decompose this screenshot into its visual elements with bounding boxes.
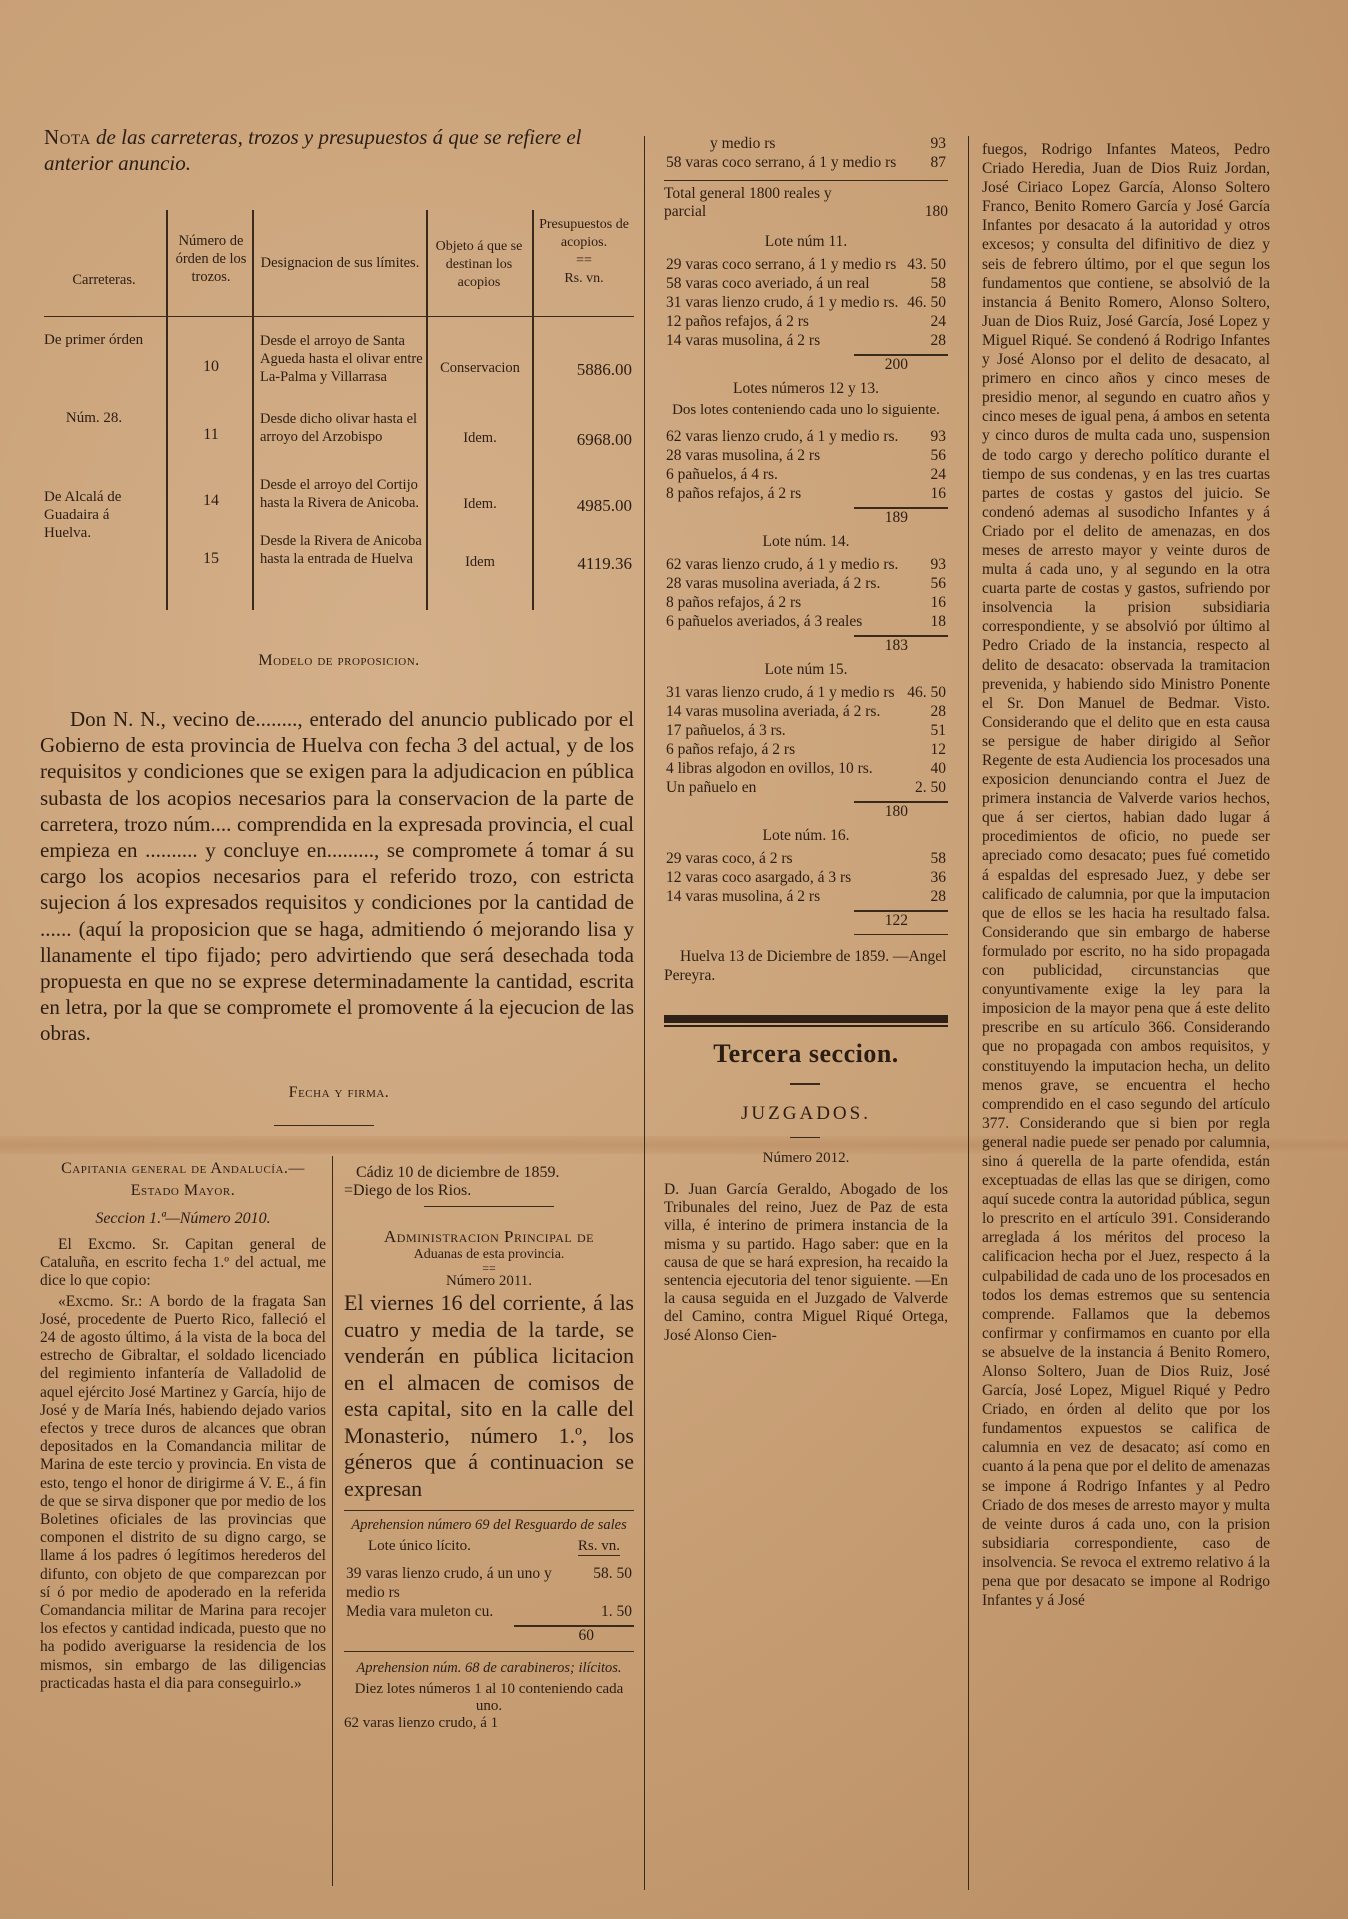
- road-label-num: Núm. 28.: [65, 410, 123, 426]
- nota-title: Nota de las carreteras, trozos y presupuestos á que se refiere el anterior anuncio.: [44, 125, 582, 175]
- col-divider: [166, 210, 168, 610]
- juzgados-body: D. Juan García Geraldo, Abogado de los Tribunales del reino, Juez de Paz de esta villa, é interino de primera instancia de la misma y su partido. Hago saber: que en la causa de que se hará expresion, ha recaido la sentencia ejecutoria del tenor siguiente. —En la causa seguida en el Juzgado de Valverde del Camino, contra Miguel Riqué Ortega, José Alonso Cien-: [664, 1181, 948, 1344]
- col-divider: [332, 1156, 333, 1886]
- aduanas-body: El viernes 16 del corriente, á las cuatro y media de la tarde, se venderán en pública licitacion en el almacen de comisos de esta capital, sito en la calle del Monasterio, número 1.º, los géneros que á continuacion se expresan: [344, 1290, 634, 1501]
- col-divider: [644, 136, 645, 1890]
- aprehension-69-items: [344, 1564, 634, 1621]
- header-carreteras: Carreteras.: [72, 272, 136, 288]
- huelva-firma: Huelva 13 de Diciembre de 1859. —Angel Pereyra.: [664, 948, 947, 984]
- ultima-linea: 62 varas lienzo crudo, á 1: [344, 1715, 499, 1731]
- table-row: 31 varas lienzo crudo, á 1 y medio rs. 46. 50: [666, 294, 946, 311]
- road-label-primer-orden: De primer órden: [44, 332, 144, 348]
- table-row: 6 pañuelos averiados, á 3 reales 18: [666, 613, 946, 630]
- lote-16-items: [664, 849, 948, 906]
- table-row: Un pañuelo en 2. 50: [666, 779, 946, 796]
- lote-14-total: 183: [854, 635, 948, 655]
- table-row: 28 varas musolina, á 2 rs 56: [666, 447, 946, 464]
- lotes-12-13-intro: Dos lotes conteniendo cada uno lo siguiente.: [672, 402, 940, 418]
- table-row: 31 varas lienzo crudo, á 1 y medio rs 46. 50: [666, 684, 946, 701]
- cadiz-line2: =Diego de los Rios.: [344, 1182, 472, 1199]
- lote-11-items: [664, 255, 948, 350]
- header-presupuestos: Presupuestos de acopios. == Rs. vn.: [539, 217, 629, 286]
- lotes-12-13-items: [664, 427, 948, 503]
- table-row: 58 varas coco serrano, á 1 y medio rs 87: [666, 154, 946, 171]
- table-row: 29 varas coco, á 2 rs 58: [666, 850, 946, 867]
- col-divider: [532, 210, 534, 610]
- lote-16-total: 122: [854, 910, 948, 930]
- total-general: Total general 1800 reales y parcial: [664, 185, 832, 220]
- table-row: 14 varas musolina averiada, á 2 rs. 28: [666, 703, 946, 720]
- header-numero: Número de órden de los trozos.: [175, 233, 247, 285]
- lote-15-title: Lote núm 15.: [764, 661, 848, 678]
- lote-14-items: [664, 555, 948, 631]
- table-row: 8 paños refajos, á 2 rs 16: [666, 594, 946, 611]
- modelo-body: Don N. N., vecino de........, enterado del anuncio publicado por el Gobierno de esta provincia de Huelva con fecha 3 del actual, y de los requisitos y condiciones que se exigen para la adjudicacion en pública subasta de los acopios necesarios para la conservacion de la parte de carretera, trozo núm.... comprendida en la expresada provincia, el cual empieza en .......... y concluye en........., se compromete á tomar á su cargo los acopios necesarios para el referido trozo, con estricta sujecion á los expresados requisitos y condiciones por la cantidad de ...... (aquí la proposicion que se haga, admitiendo ó mejorando lisa y llanamente el tipo fijado; pero advirtiendo que será desechada toda propuesta en que no se exprese determinadamente la cantidad, escrita en letra, por la que se compromete el promovente á la ejecucion de las obras.: [40, 707, 634, 1046]
- rs-vn: Rs. vn.: [577, 1538, 620, 1554]
- header-rule: [44, 316, 634, 317]
- lote-15-items: [664, 683, 948, 797]
- table-row: 8 paños refajos, á 2 rs 16: [666, 485, 946, 502]
- table-row: 62 varas lienzo crudo, á 1 y medio rs. 93: [666, 428, 946, 445]
- lote-unico: Lote único lícito.: [368, 1538, 471, 1554]
- aprehension-69: Aprehension número 69 del Resguardo de sales: [351, 1517, 627, 1533]
- capitania-section: [40, 1158, 326, 1695]
- col-divider: [252, 210, 254, 610]
- aduanas-numero: Número 2011.: [445, 1273, 533, 1289]
- aduanas-section: Cádiz 10 de diciembre de 1859. =Diego de los Rios. Administracion Principal de Aduanas de esta provincia. == Número 2011. El viernes 16 del corriente, á las cuatro y media de la tarde, se venderán en pública licitacion en el almacen de comisos de esta capital, sito en la calle del Monasterio, número 1.º, los géneros que á continuacion se expresan Aprehension número 69 del Resguardo de sales Lote único lícito. Rs. vn. 39 varas lienzo crudo, á un uno y medio rs 58. 50 Media vara muleton cu. 1. 50 60 Aprehension núm. 68 de carabineros; ilícitos. Diez lotes números 1 al 10 conteniendo cada uno. 62 varas lienzo crudo, á 1: [344, 1164, 634, 1731]
- col-divider: [968, 136, 969, 1890]
- table-row: 39 varas lienzo crudo, á un uno y medio rs 58. 50: [346, 1565, 632, 1601]
- section-rule-thin: [664, 1025, 948, 1027]
- aprehension-69-total: 60: [514, 1625, 634, 1645]
- table-row: 14 varas musolina, á 2 rs 28: [666, 332, 946, 349]
- table-row: 12 paños refajos, á 2 rs 24: [666, 313, 946, 330]
- table-row: 62 varas lienzo crudo, á 1 y medio rs. 93: [666, 556, 946, 573]
- cadiz-line1: Cádiz 10 de diciembre de 1859.: [356, 1164, 560, 1181]
- lote-11-title: Lote núm 11.: [764, 233, 848, 250]
- sentencia-body: fuegos, Rodrigo Infantes Mateos, Pedro Criado Heredia, Juan de Dios Ruiz Jordan, José Ciriaco Lopez García, Alonso Soltero Franco, Benito Romero García y José García Infantes por desacato á la autoridad y otros excesos; y consulta del difinitivo de diez y seis de febrero último, por el que segun los fundamentos que contiene, se absolvió de la instancia á Benito Romero, Alonso Soltero, Juan de Dios Ruiz, José García, José Lopez y Miguel Riqué. Se condenó á Rodrigo Infantes y José Alonso por el delito de desacato, al primero en cinco años y cinco meses de presidio menor, al segundo en cuatro años y cinco meses de igual pena, á ambos en setenta y cinco duros de multa cada uno, suspension de todo cargo y derecho político durante el tiempo de sus condenas, y en las tres cuartas partes de costas y gastos del juicio. Se condenó ademas al susodicho Infantes y á Criado por el delito de amenazas, en dos meses de arresto mayor y veinte duros de multa á cada uno, y al segundo en la otra cuarta parte de costas y gastos, sufriendo por insolvencia la prision subsidiaria correspondiente, y se absolvió por último al Pedro Criado de la instancia, respecto al delito de desacato: observada la tramitacion prevenida, y habiendo sido Ministro Ponente el Sr. Don Manuel de Bedmar. Visto. Considerando que el delito que en esta causa se persigue de haber dirigido al Señor Regente de esta Audiencia los procesados una exposicion denunciando contra el Juez de primera instancia de Valverde varios hechos, que á ser ciertos, habian dado lugar á procedimientos de oficio, no puede ser apreciado como desacato; pues fué cometido á espaldas del espresado Juez, y debe ser calificado de calumnia, por que la imputacion que de ellos se les hacia ha resultado falsa. Considerando que sin embargo de haberse formulado por escrito, no ha sido propagada con publicidad, circunstancias que conyuntivamente exige la ley para la imposicion de la mayor pena que á este delito prescribe en su artículo 366. Considerando que no propagada con ambos requisitos, y constituyendo la imputacion hecha, un delito menos grave, se encuentra el hecho comprendido en el caso segundo del artículo 377. Considerando que si bien por regla general nadie puede ser penado por calumnia, sino á querella de la parte ofendida, están exceptuadas de ellas las que se dirigen, como aquí sucede contra la autoridad pública, segun lo prescrito en el artículo 391. Considerando arreglada á los méritos del proceso la calificacion hecha por el Juez, respecto á la culpabilidad de cada uno de los procesados en todos los demas estremos que su sentencia comprende. Fallamos que la debemos confirmar y confirmamos en cuanto por ella se absuelve de la instancia á Benito Romero, Alonso Soltero, Juan de Dios Ruiz, José García, José Lopez, Miguel Riqué y Pedro Criado, en órden al delito que por los fundamentos expuestos se califica de calumnia en vez de desacato; así como en cuanto á la pena que por el delito de amenazas se impone á Rodrigo Infantes y al Pedro Criado de dos meses de arresto mayor y multa de veinte duros á cada uno, con la prision subsidiaria correspondiente, caso de insolvencia. Se revoca el extremo relativo á la pena que por desacato se impone al Rodrigo Infantes y á José: [982, 141, 1270, 1610]
- capitania-body: El Excmo. Sr. Capitan general de Cataluña, en escrito fecha 1.º del actual, me dice lo que copio: «Excmo. Sr.: A bordo de la fragata San José, procedente de Puerto Rico, falleció el 24 de agosto último, á la vista de la boca del estrecho de Gibraltar, el soldado licenciado del regimiento infantería de Valladolid de aquel ejército José Martinez y García, hijo de José y de María Inés, habiendo dejado varios efectos y trece duros de alcances que obran depositados en la Comandancia militar de Marina de este tercio y provincia. En vista de esto, tengo el honor de dirigirme á V. E., á fin de que se sirva disponer que por medio de los Boletines oficiales de las provincias que componen el distrito de su digno cargo, se llame á los padres ó legítimos herederos del difunto, con objeto de que comparezcan por sí ó por medio de apoderado en la referida Comandancia militar de Marina para recojer los efectos y cantidad indicada, puesto que no ha podido averiguarse la residencia de los mismos, sin embargo de las diligencias practicadas hasta el dia para conseguirlo.»: [40, 1236, 326, 1692]
- table-row: 12 varas coco asargado, á 3 rs 36: [666, 869, 946, 886]
- lote-14-title: Lote núm. 14.: [762, 533, 850, 550]
- lote-16-title: Lote núm. 16.: [762, 827, 850, 844]
- table-row: 58 varas coco averiado, á un real 58: [666, 275, 946, 292]
- capitania-title: Capitania general de Andalucía.—Estado Mayor.: [61, 1160, 305, 1199]
- fecha-firma: Fecha y firma.: [288, 1084, 390, 1101]
- lotes-12-13-total: 189: [854, 507, 948, 527]
- lotes-12-13-title: Lotes números 12 y 13.: [733, 380, 879, 397]
- road-label-alcala: De Alcalá de Guadaira á Huelva.: [44, 489, 122, 541]
- lote-15-total: 180: [854, 801, 948, 821]
- aprehension-68: Aprehension núm. 68 de carabineros; ilícitos.: [356, 1660, 622, 1676]
- aduanas-title: Administracion Principal de: [384, 1227, 594, 1246]
- separator-rule: [274, 1125, 374, 1126]
- modelo-title: Modelo de proposicion.: [258, 652, 420, 669]
- top-items: [664, 134, 948, 172]
- table-row: 6 pañuelos, á 4 rs. 24: [666, 466, 946, 483]
- aduanas-subtitle: Aduanas de esta provincia.: [413, 1247, 565, 1262]
- col-divider: [426, 210, 428, 610]
- diez-lotes: Diez lotes números 1 al 10 conteniendo cada uno.: [354, 1681, 624, 1714]
- table-row: 28 varas musolina averiada, á 2 rs. 56: [666, 575, 946, 592]
- table-row: 6 paños refajo, á 2 rs 12: [666, 741, 946, 758]
- table-row: 14 varas musolina, á 2 rs 28: [666, 888, 946, 905]
- juzgados-title: JUZGADOS.: [741, 1103, 871, 1124]
- separator-rule: [424, 1206, 554, 1207]
- header-objeto: Objeto á que se destinan los acopios: [435, 239, 523, 290]
- table-row: 29 varas coco serrano, á 1 y medio rs 43. 50: [666, 256, 946, 273]
- numero-2012: Número 2012.: [762, 1150, 850, 1166]
- section-rule-thick: [664, 1015, 948, 1023]
- table-row: Media vara muleton cu. 1. 50: [346, 1603, 632, 1620]
- tercera-seccion: Tercera seccion.: [713, 1039, 899, 1068]
- table-row: 4 libras algodon en ovillos, 10 rs. 40: [666, 760, 946, 777]
- lote-11-total: 200: [854, 354, 948, 374]
- lotes-column: [664, 134, 948, 1345]
- table-row: 17 pañuelos, á 3 rs. 51: [666, 722, 946, 739]
- table-row: y medio rs 93: [710, 135, 946, 152]
- capitania-seccion: Seccion 1.ª—Número 2010.: [95, 1210, 271, 1227]
- header-designacion: Designacion de sus límites.: [260, 255, 420, 271]
- total-parcial: 180: [924, 203, 948, 220]
- carreteras-table: Carreteras. Número de órden de los trozos. Designacion de sus límites. Objeto á que se destinan los acopios Presupuestos de acopios. == Rs. vn. De primer órden Núm. 28. De Alcalá de Guadaira á Huelva. 10 Desde el arroyo de Santa Agueda hasta el olivar entre La-Palma y Villarrasa Conservacion 5886.00 11 Desde dicho olivar hasta el arroyo del Arzobispo Idem. 6968.00 14 Desde el arroyo del Cortijo hasta la Rivera de Anicoba. Idem. 4985.00 15 Desde la Rivera de Anicoba hasta la entrada de Huelva Idem 4119.36: [44, 198, 634, 618]
